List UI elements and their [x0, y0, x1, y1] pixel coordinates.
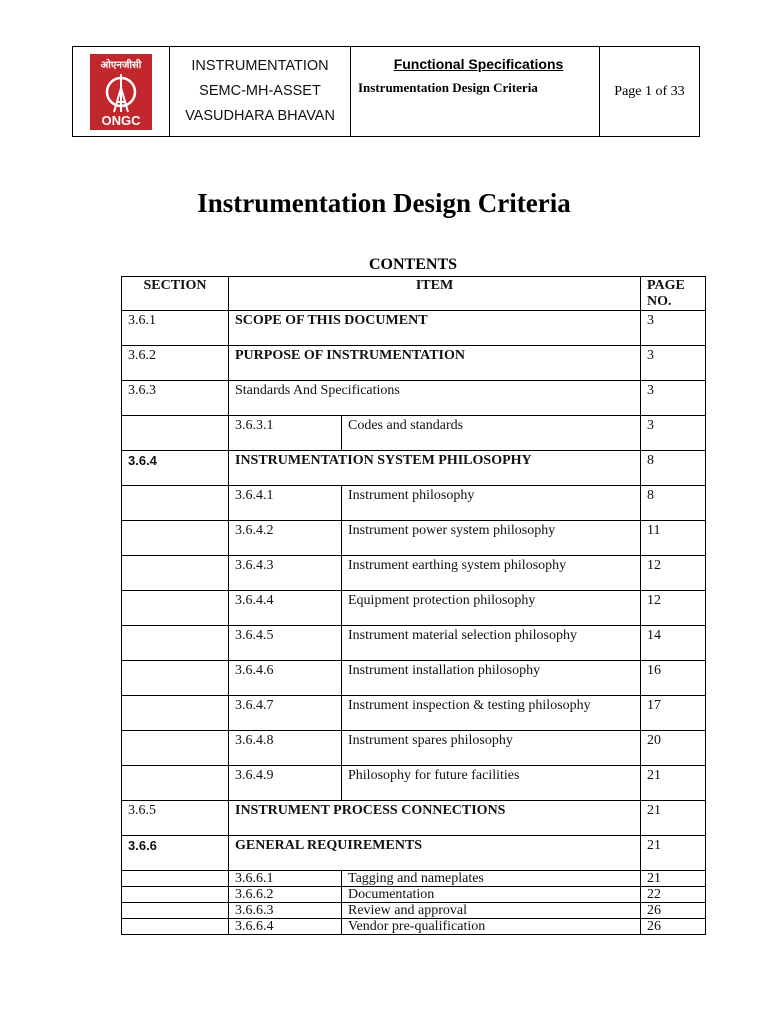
- page-cell: 12: [641, 591, 706, 626]
- subsection-cell: 3.6.3.1: [229, 416, 342, 451]
- section-cell: 3.6.4: [122, 451, 229, 486]
- section-cell: 3.6.5: [122, 801, 229, 836]
- document-title: Instrumentation Design Criteria: [197, 188, 571, 218]
- table-row: [122, 661, 706, 696]
- header-page: [641, 277, 706, 311]
- section-cell: [122, 919, 229, 935]
- section-cell: [122, 696, 229, 731]
- section-cell: 3.6.2: [122, 346, 229, 381]
- item-cell: Equipment protection philosophy: [342, 591, 641, 626]
- subsection-cell: 3.6.4.3: [229, 556, 342, 591]
- subsection-cell: 3.6.4.1: [229, 486, 342, 521]
- table-row: [122, 887, 706, 903]
- dept-line-1: INSTRUMENTATION: [191, 58, 329, 74]
- document-header: [72, 46, 700, 137]
- subsection-cell: 3.6.4.6: [229, 661, 342, 696]
- table-row: [122, 626, 706, 661]
- page-cell: 3: [641, 381, 706, 416]
- item-cell: Vendor pre-qualification: [342, 919, 641, 935]
- section-cell: [122, 486, 229, 521]
- section-cell: 3.6.6: [122, 836, 229, 871]
- section-cell: [122, 887, 229, 903]
- table-row: [122, 556, 706, 591]
- spec-block: [351, 47, 600, 136]
- table-row: [122, 591, 706, 626]
- item-cell: Documentation: [342, 887, 641, 903]
- table-row: [122, 871, 706, 887]
- table-row: [122, 801, 706, 836]
- page-cell: 8: [641, 451, 706, 486]
- section-cell: [122, 556, 229, 591]
- subsection-cell: 3.6.4.2: [229, 521, 342, 556]
- contents-table: [121, 276, 706, 935]
- table-row: [122, 381, 706, 416]
- subsection-cell: 3.6.4.5: [229, 626, 342, 661]
- page-cell: 21: [641, 801, 706, 836]
- ongc-logo: [73, 47, 170, 136]
- subsection-cell: 3.6.6.4: [229, 919, 342, 935]
- table-row: [122, 696, 706, 731]
- page-cell: 11: [641, 521, 706, 556]
- spec-title: Functional Specifications: [393, 56, 564, 72]
- page-cell: 3: [641, 346, 706, 381]
- subsection-cell: 3.6.6.1: [229, 871, 342, 887]
- page-cell: 26: [641, 903, 706, 919]
- contents-heading: CONTENTS: [368, 256, 458, 273]
- header-item: ITEM: [229, 277, 641, 311]
- page-cell: 21: [641, 871, 706, 887]
- item-cell: GENERAL REQUIREMENTS: [229, 836, 641, 871]
- item-cell: INSTRUMENTATION SYSTEM PHILOSOPHY: [229, 451, 641, 486]
- table-row: [122, 311, 706, 346]
- item-cell: SCOPE OF THIS DOCUMENT: [229, 311, 641, 346]
- section-cell: 3.6.3: [122, 381, 229, 416]
- section-cell: [122, 521, 229, 556]
- item-cell: Codes and standards: [342, 416, 641, 451]
- ongc-logo-icon: [90, 54, 152, 130]
- item-cell: Instrument philosophy: [342, 486, 641, 521]
- item-cell: Instrument installation philosophy: [342, 661, 641, 696]
- table-row: [122, 521, 706, 556]
- subsection-cell: 3.6.4.4: [229, 591, 342, 626]
- table-row: [122, 416, 706, 451]
- table-row: [122, 919, 706, 935]
- page-number: Page 1 of 33: [614, 83, 685, 99]
- section-cell: [122, 661, 229, 696]
- page-cell: 3: [641, 416, 706, 451]
- header-section: SECTION: [122, 277, 229, 311]
- dept-line-3: VASUDHARA BHAVAN: [185, 108, 335, 124]
- page-cell: 14: [641, 626, 706, 661]
- page-cell: 21: [641, 766, 706, 801]
- item-cell: Instrument spares philosophy: [342, 731, 641, 766]
- page-cell: 20: [641, 731, 706, 766]
- item-cell: Instrument earthing system philosophy: [342, 556, 641, 591]
- table-header-row: [122, 277, 706, 311]
- item-cell: Philosophy for future facilities: [342, 766, 641, 801]
- table-row: [122, 346, 706, 381]
- table-row: [122, 903, 706, 919]
- logo-ongc-text: ONGC: [101, 112, 141, 128]
- table-row: [122, 836, 706, 871]
- header-page-line1: PAGE: [647, 278, 685, 293]
- subsection-cell: 3.6.6.3: [229, 903, 342, 919]
- section-cell: [122, 626, 229, 661]
- subsection-cell: 3.6.6.2: [229, 887, 342, 903]
- department-block: [170, 47, 351, 136]
- header-page-line2: NO.: [647, 294, 672, 309]
- page-cell: 17: [641, 696, 706, 731]
- section-cell: 3.6.1: [122, 311, 229, 346]
- page-cell: 22: [641, 887, 706, 903]
- section-cell: [122, 766, 229, 801]
- spec-subtitle: Instrumentation Design Criteria: [358, 80, 538, 95]
- subsection-cell: 3.6.4.7: [229, 696, 342, 731]
- section-cell: [122, 416, 229, 451]
- dept-line-2: SEMC-MH-ASSET: [199, 83, 321, 99]
- table-row: [122, 731, 706, 766]
- logo-hindi-text: ओएनजीसी: [100, 59, 142, 71]
- item-cell: INSTRUMENT PROCESS CONNECTIONS: [229, 801, 641, 836]
- section-cell: [122, 903, 229, 919]
- item-cell: Tagging and nameplates: [342, 871, 641, 887]
- item-cell: Instrument power system philosophy: [342, 521, 641, 556]
- table-row: [122, 486, 706, 521]
- page-cell: 12: [641, 556, 706, 591]
- subsection-cell: 3.6.4.9: [229, 766, 342, 801]
- item-cell: Review and approval: [342, 903, 641, 919]
- section-cell: [122, 731, 229, 766]
- item-cell: Standards And Specifications: [229, 381, 641, 416]
- subsection-cell: 3.6.4.8: [229, 731, 342, 766]
- item-cell: Instrument material selection philosophy: [342, 626, 641, 661]
- section-cell: [122, 871, 229, 887]
- page-cell: 3: [641, 311, 706, 346]
- page-cell: 21: [641, 836, 706, 871]
- page-cell: 26: [641, 919, 706, 935]
- item-cell: Instrument inspection & testing philosophy: [342, 696, 641, 731]
- page-cell: 8: [641, 486, 706, 521]
- item-cell: PURPOSE OF INSTRUMENTATION: [229, 346, 641, 381]
- section-cell: [122, 591, 229, 626]
- table-row: [122, 451, 706, 486]
- page-cell: 16: [641, 661, 706, 696]
- table-row: [122, 766, 706, 801]
